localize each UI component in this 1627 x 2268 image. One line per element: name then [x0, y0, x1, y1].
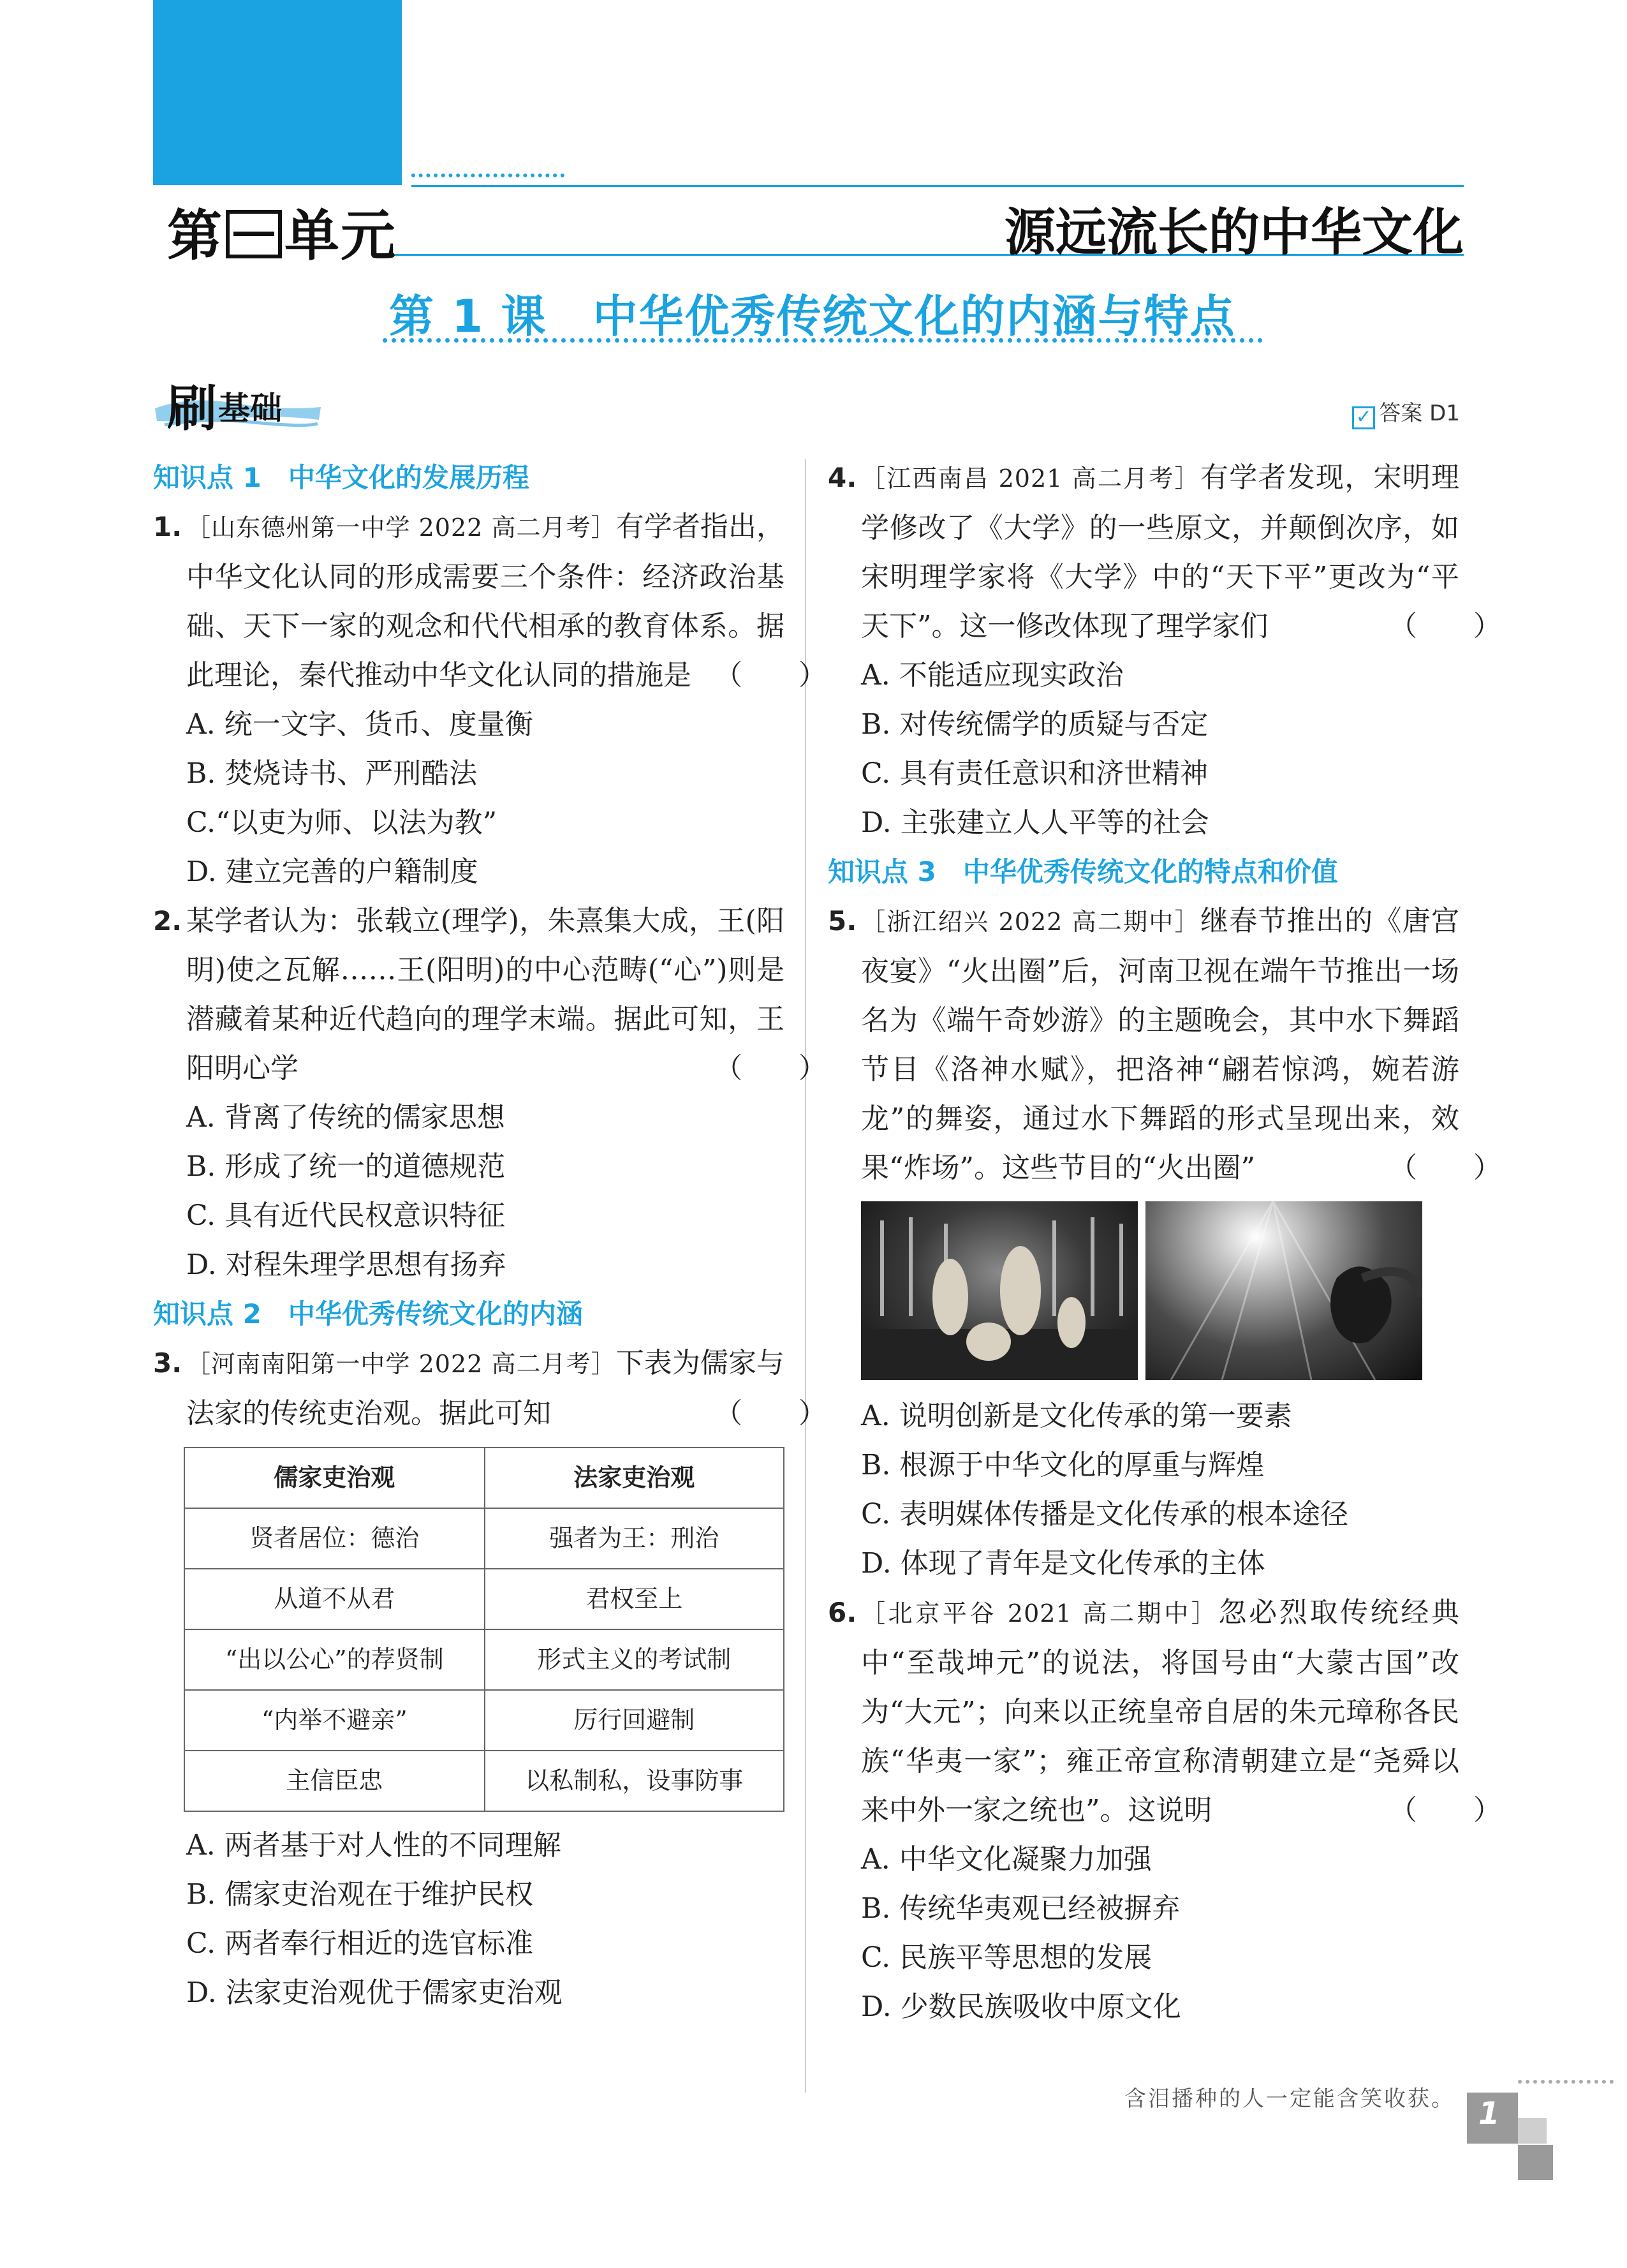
question-1 [153, 502, 827, 700]
option-b: B. 对传统儒学的质疑与否定 [861, 708, 1209, 741]
table-cell: 强者为王：刑治 [485, 1508, 784, 1569]
right-column [828, 453, 1501, 2031]
table-cell: 厉行回避制 [485, 1690, 784, 1751]
answer-ref-text: 答案 D1 [1379, 401, 1460, 426]
question-number: 6. [828, 1597, 857, 1628]
question-source: ［江西南昌 2021 高二月考］ [861, 464, 1200, 493]
question-source: ［浙江绍兴 2022 高二期中］ [861, 908, 1200, 936]
option-b: B. 传统华夷观已经被摒弃 [861, 1892, 1181, 1925]
question-4 [828, 453, 1501, 651]
page-decor-block [1518, 2118, 1547, 2144]
page-number: 1 [1478, 2096, 1500, 2131]
question-5 [828, 896, 1501, 1192]
underwater-dance-photo [1145, 1201, 1422, 1380]
question-number: 1. [153, 511, 182, 542]
answer-blank: （ ） [1389, 1152, 1501, 1184]
dancers-silhouette-icon [861, 1201, 1138, 1380]
option-d: D. 主张建立人人平等的社会 [861, 806, 1209, 839]
question-number: 4. [828, 462, 857, 493]
table-row [184, 1690, 784, 1751]
unit-suffix: 单元 [284, 204, 397, 268]
answer-blank: （ ） [1389, 610, 1501, 642]
option-c: C.“以吏为师、以法为教” [186, 806, 497, 839]
option-a: A. 两者基于对人性的不同理解 [186, 1829, 561, 1862]
unit-prefix: 第 [167, 204, 223, 268]
option-b: B. 焚烧诗书、严刑酷法 [186, 757, 478, 790]
knowledge-point-3: 知识点 3 中华优秀传统文化的特点和价值 [828, 856, 1338, 887]
section-brush-char: 刷 [167, 380, 217, 438]
header-rule [411, 185, 1464, 187]
option-b: B. 根源于中华文化的厚重与辉煌 [861, 1449, 1265, 1481]
table-row [184, 1569, 784, 1629]
lesson-dotted-underline [383, 338, 1263, 343]
question-number: 2. [153, 905, 182, 937]
question-source: ［北京平谷 2021 高二期中］ [861, 1599, 1219, 1627]
answer-blank: （ ） [714, 1052, 827, 1085]
unit-title [167, 191, 397, 271]
question-source: ［河南南阳第一中学 2022 高二月考］ [186, 1350, 616, 1378]
unit-number-one-box [226, 210, 282, 258]
table-cell: 主信臣忠 [184, 1751, 485, 1811]
table-cell: 君权至上 [485, 1569, 784, 1629]
table-row [184, 1629, 784, 1690]
question-stem: 有学者发现，宋明理学修改了《大学》的一些原文，并颠倒次序，如宋明理学家将《大学》中的“天下平”更改为“平天下”。这一修改体现了理学家们 [861, 461, 1460, 642]
table-header-row [184, 1448, 784, 1508]
answer-blank: （ ） [714, 1397, 827, 1430]
comparison-table [184, 1447, 784, 1812]
table-header: 法家吏治观 [485, 1448, 784, 1508]
footer-dotted-line [1518, 2080, 1614, 2084]
option-b: B. 形成了统一的道德规范 [186, 1150, 506, 1183]
table-cell: 从道不从君 [184, 1569, 485, 1629]
option-a: A. 中华文化凝聚力加强 [861, 1843, 1152, 1876]
left-column [153, 453, 827, 2017]
question-2 [153, 896, 827, 1093]
column-divider [805, 459, 806, 2093]
question-stem: 有学者指出，中华文化认同的形成需要三个条件：经济政治基础、天下一家的观念和代代相承的教育体系。据此理论，秦代推动中华文化认同的措施是 [186, 510, 785, 692]
checkmark-icon: ✓ [1352, 406, 1375, 429]
question-stem: 忽必烈取传统经典中“至哉坤元”的说法，将国号由“大蒙古国”改为“大元”；向来以正统皇帝自居的朱元璋称各民族“华夷一家”；雍正帝宣称清朝建立是“尧舜以来中外一家之统也”。这说明 [861, 1596, 1459, 1827]
question-3 [153, 1338, 827, 1438]
question-stem: 继春节推出的《唐宫夜宴》“火出圈”后，河南卫视在端午节推出一场名为《端午奇妙游》的主题晚会，其中水下舞蹈节目《洛神水赋》，把洛神“翩若惊鸿，婉若游龙”的舞姿，通过水下舞蹈的形式呈现出来，效果“炸场”。这些节目的“火出圈” [861, 905, 1460, 1184]
header-dotted-line [411, 174, 564, 177]
table-cell: “内举不避亲” [184, 1690, 485, 1751]
table-cell: 形式主义的考试制 [485, 1629, 784, 1690]
question-number: 5. [828, 905, 857, 937]
table-cell: 贤者居位：德治 [184, 1508, 485, 1569]
table-cell: “出以公心”的荐贤制 [184, 1629, 485, 1690]
question-6 [828, 1588, 1501, 1835]
stage-dance-photo [861, 1201, 1138, 1380]
option-c: C. 民族平等思想的发展 [861, 1941, 1152, 1974]
option-d: D. 体现了青年是文化传承的主体 [861, 1547, 1265, 1580]
answer-blank: （ ） [1389, 1794, 1501, 1827]
knowledge-point-2: 知识点 2 中华优秀传统文化的内涵 [153, 1298, 583, 1330]
option-c: C. 具有责任意识和济世精神 [861, 757, 1209, 790]
option-a: A. 统一文字、货币、度量衡 [186, 708, 533, 741]
answer-reference [1352, 396, 1460, 429]
option-b: B. 儒家吏治观在于维护民权 [186, 1878, 534, 1911]
question-stem: 某学者认为：张载立(理学)，朱熹集大成，王(阳明)使之瓦解……王(阳明)的中心范畴(“心”)则是潜藏着某种近代趋向的理学末端。据此可知，王阳明心学 [186, 905, 784, 1085]
section-label: 基础 [218, 390, 282, 427]
page-decor-block [1518, 2145, 1553, 2180]
underwater-dancer-icon [1145, 1201, 1422, 1380]
option-a: A. 不能适应现实政治 [861, 659, 1124, 692]
answer-blank: （ ） [714, 659, 827, 692]
lesson-title: 第 1 课 中华优秀传统文化的内涵与特点 [389, 290, 1236, 343]
option-a: A. 背离了传统的儒家思想 [186, 1101, 505, 1134]
option-d: D. 对程朱理学思想有扬弃 [186, 1249, 506, 1281]
table-cell: 以私制私，设事防事 [485, 1751, 784, 1811]
question-source: ［山东德州第一中学 2022 高二月考］ [186, 514, 616, 542]
knowledge-point-1: 知识点 1 中华文化的发展历程 [153, 462, 529, 493]
option-d: D. 建立完善的户籍制度 [186, 856, 478, 888]
question-stem: 下表为儒家与法家的传统吏治观。据此可知 [186, 1347, 785, 1430]
option-c: C. 两者奉行相近的选官标准 [186, 1927, 534, 1960]
question-number: 3. [153, 1347, 182, 1379]
photo-strip [861, 1201, 1459, 1380]
header-color-block [153, 0, 402, 185]
option-a: A. 说明创新是文化传承的第一要素 [861, 1400, 1292, 1432]
table-header: 儒家吏治观 [184, 1448, 485, 1508]
table-row [184, 1751, 784, 1811]
option-d: D. 法家吏治观优于儒家吏治观 [186, 1976, 563, 2009]
footer-motto: 含泪播种的人一定能含笑收获。 [1124, 2086, 1455, 2112]
unit-name: 源远流长的中华文化 [1005, 203, 1464, 262]
option-c: C. 表明媒体传播是文化传承的根本途径 [861, 1498, 1349, 1531]
option-c: C. 具有近代民权意识特征 [186, 1199, 506, 1232]
option-d: D. 少数民族吸收中原文化 [861, 1990, 1181, 2023]
table-row [184, 1508, 784, 1569]
